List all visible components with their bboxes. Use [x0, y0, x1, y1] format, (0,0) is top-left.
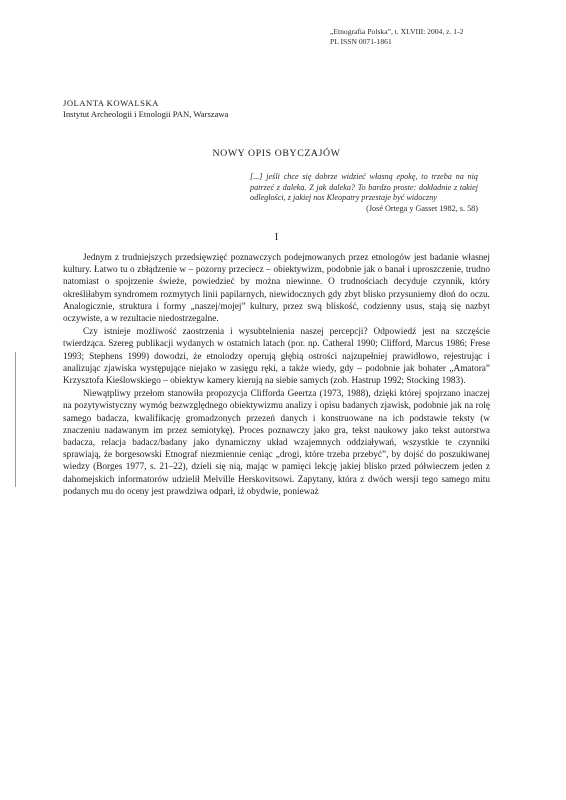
paragraph: Jednym z trudniejszych przedsięwzięć poznawczych podejmowanych przez etnologów jest badanie własnej kultury. Łatwo tu o zbłądzenie w – pozorny przeciecz – obiektywizm, podobnie jak o banał i uproszczenie, trudno natomiast o spojrzenie świeże, powiedzieć by można niewinne. O trudnościach decyduje czynnik, który określiłabym syndromem rozmytych linii papilarnych, niewidocznych gdy zbyt blisko przysuniemy dłoń do oczu. Analogicznie, struktura i formy „naszej/mojej” kultury, przez swą bliskość, codzienny usus, stają się nazbyt oczywiste, a w rezultacie niedostrzegalne. — [63, 253, 490, 325]
paragraph: Czy istnieje możliwość zaostrzenia i wysubtelnienia naszej percepcji? Odpowiedź jest na szczęście twierdząca. Szereg publikacji wydanych w ostatnich latach (por. np. Catheral 1990; Clifford, Marcus 1986; Frese 1993; Stephens 1999) dowodzi, że etnolodzy operują głębią ostrości najzupełniej prawidłowo, rejestrując i analizując zjawiska występujące niejako w zasięgu ręki, a także wiedy, gdy – podobnie jak bohater „Amatora” Krzysztofa Kieślowskiego – obiektyw kamery kierują na siebie samych (zob. Hastrup 1992; Stocking 1983). — [63, 327, 490, 387]
article-title: NOWY OPIS OBYCZAJÓW — [212, 148, 341, 159]
section-number: I — [274, 232, 279, 243]
journal-citation: „Etnografia Polska”, t. XLVIII: 2004, z. 1-2 — [330, 27, 464, 36]
article-body — [63, 252, 490, 498]
author-affiliation: Instytut Archeologii i Etnologii PAN, Warszawa — [63, 109, 229, 119]
issn-line: PL ISSN 0071-1861 — [330, 37, 392, 46]
author-name: JOLANTA KOWALSKA — [63, 98, 159, 108]
journal-header — [330, 27, 535, 47]
motto-text: [...] jeśli chce się dobrze widzieć własną epokę, to trzeba na nią patrzeć z daleka. Z jak daleka? To bardzo proste: dokładnie z takiej odległości, z jakiej nos Kleopatry przestaje być widoczny — [250, 172, 478, 203]
motto-source: (José Ortega y Gasset 1982, s. 58) — [366, 203, 478, 213]
margin-line — [15, 352, 16, 487]
author-block — [63, 98, 228, 120]
motto — [250, 172, 478, 214]
paragraph: Niewątpliwy przełom stanowiła propozycja Clifforda Geertza (1973, 1988), dzięki której spojrzano inaczej na pozytywistyczny wymóg bezwzględnego obiektywizmu analizy i opisu badanych zjawisk, podobnie jak na rolę samego badacza, kwalifikację gromadzonych przezeń danych i konstruowane na ich podstawie teksty (w znaczeniu nadawanym im przez semiotykę). Proces poznawczy jako gra, tekst naukowy jako tekst autorstwa badacza, relacja badacz/badany jako dynamiczny układ wzajemnych oddziaływań, wszystkie te czynniki sprawiają, że borgesowski Etnograf niezmiennie ceniąc „drogi, które trzeba przebyć”, by dojść do poszukiwanej wiedzy (Borges 1977, s. 21–22), dzieli się nią, mając w pamięci lekcję jakiej blisko przed półwieczem jeden z dahomejskich informatorów udzielił Melville Herskovitsowi. Zapytany, która z dwóch wersji tego samego mitu podanych mu do oceny jest prawdziwa odparł, iż obydwie, ponieważ — [63, 389, 490, 497]
